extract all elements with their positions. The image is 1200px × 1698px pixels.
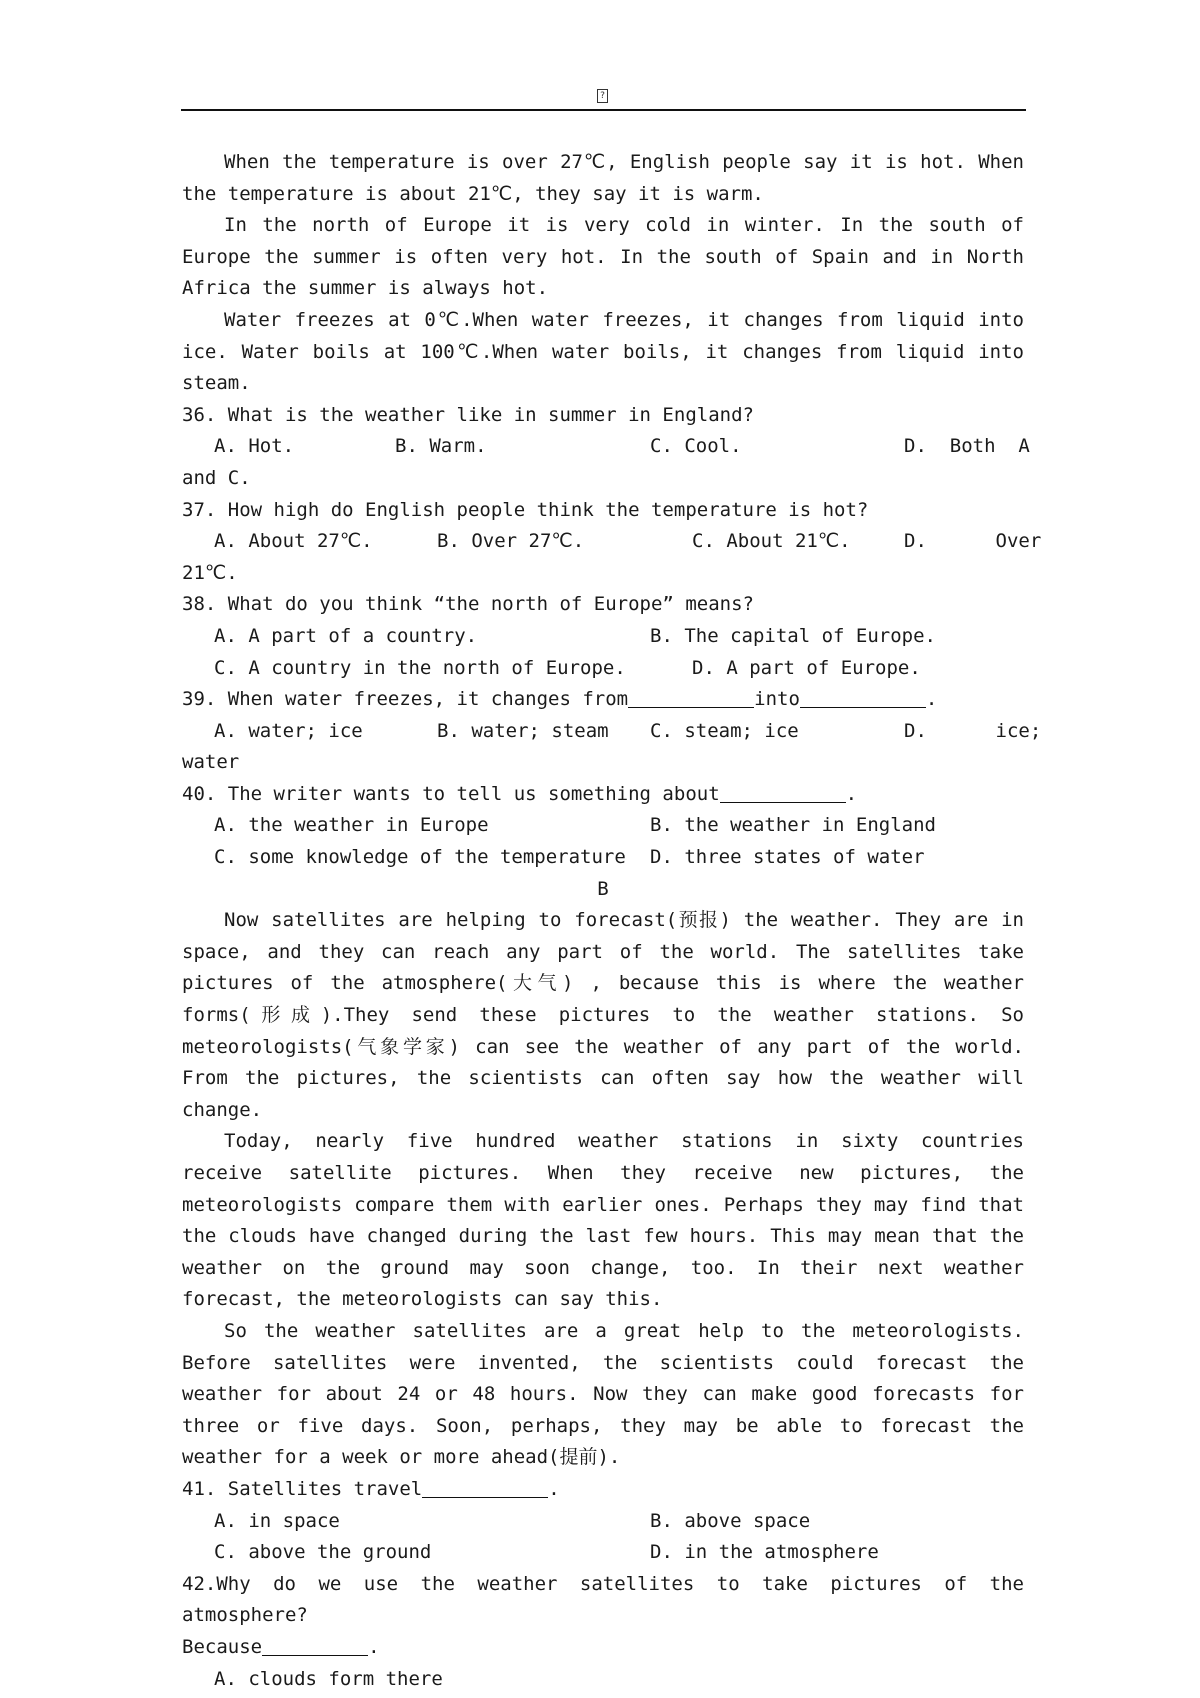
question-40-stem (182, 779, 1024, 811)
passage-b-paragraph-2: Today, nearly five hundred weather stations in sixty countries receive satellite pictures. When they receive new pictures, the meteorologists compare them with earlier ones. Perhaps they may find that the clouds have changed during the last few hours. This may mean that the weather on the ground may soon change, too. In their next weather forecast, the meteorologists can say this. (182, 1130, 1024, 1311)
passage-a-paragraph-2: In the north of Europe it is very cold in winter. In the south of Europe the summer is often very hot. In the south of Spain and in North Africa the summer is always hot. (182, 214, 1024, 300)
q40-option-a: A. the weather in Europe (214, 814, 489, 837)
section-b-heading: B (597, 877, 609, 900)
question-42-stem-line-2 (182, 1632, 1024, 1664)
q37-option-a: A. About 27℃. (214, 530, 373, 553)
question-41-options-row-2 (182, 1537, 1024, 1569)
q41-option-c: C. above the ground (214, 1541, 432, 1564)
q41-stem-part-2: . (548, 1477, 560, 1500)
q40-option-d: D. three states of water (650, 846, 925, 869)
q36-option-c: C. Cool. (650, 435, 742, 458)
question-42-stem: 42.Why do we use the weather satellites to take pictures of the atmosphere? (182, 1572, 1024, 1627)
q40-blank (720, 783, 846, 803)
q38-option-b: B. The capital of Europe. (650, 624, 936, 647)
q39-option-c: C. steam; ice (650, 719, 799, 742)
q41-stem-part-1: 41. Satellites travel (182, 1477, 423, 1500)
question-41-stem (182, 1474, 1024, 1506)
question-37-options (182, 526, 1042, 558)
q41-option-b: B. above space (650, 1509, 811, 1532)
q42-stem-part-1: Because (182, 1635, 263, 1658)
question-39-stem (182, 684, 1024, 716)
passage-a-paragraph-1: When the temperature is over 27℃, English people say it is hot. When the temperature is about 21℃, they say it is warm. (182, 151, 1024, 205)
question-36-stem: 36. What is the weather like in summer in England? (182, 403, 754, 426)
question-36-options (182, 431, 1030, 463)
q36-option-d-continuation: and C. (182, 466, 251, 489)
question-42-options-row-1 (182, 1664, 1024, 1696)
q38-option-c: C. A country in the north of Europe. (214, 656, 626, 679)
question-41-options-row-1 (182, 1506, 1024, 1538)
q42-blank (262, 1636, 368, 1656)
q39-stem-part-3: . (925, 688, 938, 711)
document-body (182, 147, 1042, 1695)
q39-option-b: B. water; steam (437, 719, 609, 742)
q36-option-d: D. Both A (904, 435, 1030, 458)
header-placeholder-glyph: ? (597, 89, 608, 103)
q36-option-b: B. Warm. (395, 435, 487, 458)
q38-option-a: A. A part of a country. (214, 624, 478, 647)
q39-stem-part-1: 39. When water freezes, it changes from (182, 688, 629, 711)
q37-option-b: B. Over 27℃. (437, 530, 585, 553)
q39-blank-2 (800, 688, 926, 708)
q37-option-c: C. About 21℃. (692, 530, 851, 553)
question-40-options-row-2 (182, 842, 1024, 874)
q41-option-a: A. in space (214, 1509, 340, 1532)
header-rule (181, 109, 1026, 111)
question-39-options (182, 716, 1042, 748)
passage-a-paragraph-3: Water freezes at 0℃.When water freezes, it changes from liquid into ice. Water boils at 100℃.When water boils, it changes from liquid into steam. (182, 308, 1024, 395)
q39-stem-part-2: into (754, 688, 800, 711)
question-40-options-row-1 (182, 810, 1024, 842)
q39-option-d: D. ice; (904, 719, 1042, 742)
q42-stem-part-2: . (368, 1635, 380, 1658)
q38-option-d: D. A part of Europe. (692, 656, 921, 679)
passage-b-paragraph-3: So the weather satellites are a great help to the meteorologists. Before satellites were invented, the scientists could forecast the weather for about 24 or 48 hours. Now they can make good forecasts for three or five days. Soon, perhaps, they may be able to forecast the weather for a week or more ahead(提前). (182, 1319, 1024, 1469)
question-37-stem: 37. How high do English people think the temperature is hot? (182, 498, 869, 521)
q40-stem-part-2: . (845, 782, 858, 805)
q37-option-d: D. Over (904, 530, 1042, 553)
q40-stem-part-1: 40. The writer wants to tell us something about (182, 782, 720, 805)
q39-blank-1 (628, 688, 754, 708)
q42-option-a: A. clouds form there (214, 1667, 443, 1690)
passage-b-paragraph-1: Now satellites are helping to forecast(预报) the weather. They are in space, and they can reach any part of the world. The satellites take pictures of the atmosphere(大气) , because this is where the weather forms(形成).They send these pictures to the weather stations. So meteorologists(气象学家) can see the weather of any part of the world. From the pictures, the scientists can often say how the weather will change. (182, 909, 1024, 1121)
q39-option-a: A. water; ice (214, 719, 363, 742)
question-38-stem: 38. What do you think “the north of Europe” means? (182, 593, 754, 616)
q40-option-c: C. some knowledge of the temperature (214, 846, 626, 869)
q36-option-a: A. Hot. (214, 435, 295, 458)
question-38-options-row-1 (182, 621, 1024, 653)
q41-blank (422, 1478, 548, 1498)
q39-option-d-continuation: water (182, 751, 240, 774)
question-38-options-row-2 (182, 653, 1024, 685)
q40-option-b: B. the weather in England (650, 814, 936, 837)
q41-option-d: D. in the atmosphere (650, 1541, 879, 1564)
q37-option-d-continuation: 21℃. (182, 561, 238, 584)
